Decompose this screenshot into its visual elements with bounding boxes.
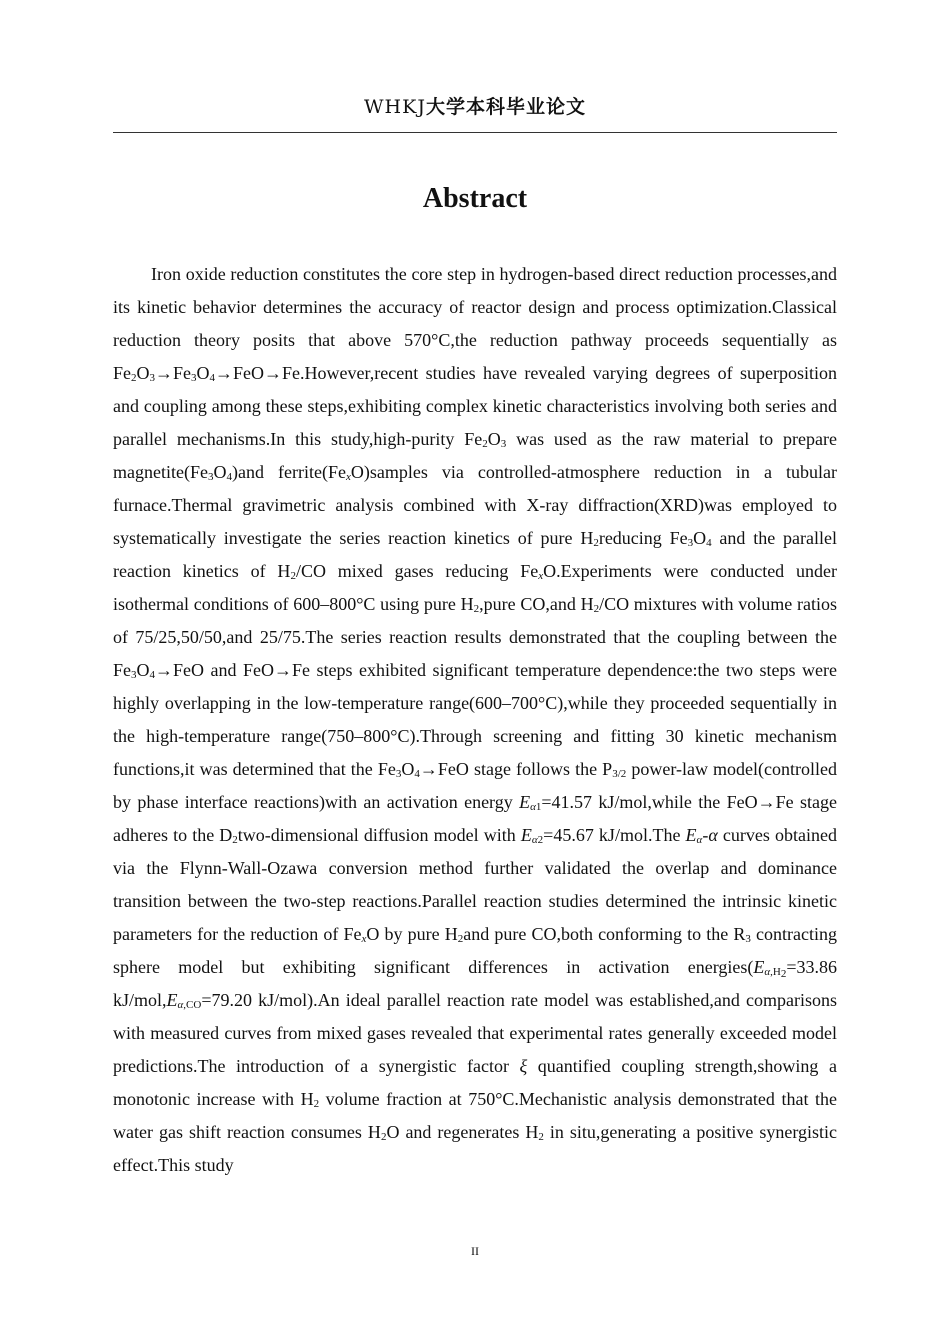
abstract-paragraph: Iron oxide reduction constitutes the core step in hydrogen-based direct reduction processes,and its kinetic behavior determines the accuracy of reactor design and process optimization.Classical reduction theory posits that above 570°C,the reduction pathway proceeds sequentially as $Fe_2O_3\to Fe_3O_4\to FeO\to Fe.However,recent$ studies have revealed varying degrees of superposition and coupling among these steps,exhibiting complex kinetic characteristics involving both series and parallel mechanisms.In this study,high-purity $Fe_2O_3$ was used as the raw material to prepare $magnetite(Fe_3O_4)and$ $ferrite(Fe_xO)samples$ via controlled-atmosphere reduction in a tubular furnace.Thermal gravimetric analysis combined with X-ray diffraction(XRD)was employed to systematically investigate the series reaction kinetics of pure $H_2reducing$ $Fe_3O_4$ and the parallel reaction kinetics of $H_2/CO$ mixed gases reducing $Fe_xO.Experiments$ were conducted under isothermal conditions of 600–800°C using pure $H_2,pure$ CO,and $H_2/CO$ mixtures with volume ratios of 75/25,50/50,and 25/75.The series reaction results demonstrated that the coupling between the $Fe_3O_4\to FeO$ and FeO→Fe steps exhibited significant temperature dependence:the two steps were highly overlapping in the low-temperature range(600–700°C),while they proceeded sequentially in the high-temperature range(750–800°C).Through screening and fitting 30 kinetic mechanism functions,it was determined that the $Fe_3O_4\to FeO$ stage follows the $P_{3/2}$ power-law model(controlled by phase interface reactions)with an activation energy $E_{\alpha 1}=41.57$ kJ/mol,while the FeO→Fe stage adheres to the $D_2two$-dimensional diffusion model with $E_{\alpha 2}=45.67$ kJ/mol.The $E_\alpha-\alpha$ curves obtained via the Flynn-Wall-Ozawa conversion method further validated the overlap and dominance transition between the two-step reactions.Parallel reaction studies determined the intrinsic kinetic parameters for the reduction of $Fe_xO$ by pure $H_2and$ pure CO,both conforming to the $R_3$ contracting sphere model but exhibiting significant differences in activation $energies(E_{\alpha,H_2}=33.86$ $kJ/mol,E_{\alpha,CO}=79.20$ kJ/mol).An ideal parallel reaction rate model was established,and comparisons with measured curves from mixed gases revealed that experimental rates generally exceeded model predictions.The introduction of a synergistic factor ξ quantified coupling strength,showing a monotonic increase with $H_2$ volume fraction at 750°C.Mechanistic analysis demonstrated that the water gas shift reaction consumes $H_2O$ and regenerates $H_2$ in situ,generating a positive synergistic effect.This study bbox=[113, 264, 837, 1175]
page-number: II bbox=[471, 1244, 479, 1258]
header-prefix: WHKJ bbox=[364, 96, 426, 118]
running-header bbox=[113, 92, 837, 119]
page-title: Abstract bbox=[422, 183, 528, 214]
header-suffix: 大学本科毕业论文 bbox=[425, 96, 586, 118]
header-rule bbox=[113, 132, 837, 133]
